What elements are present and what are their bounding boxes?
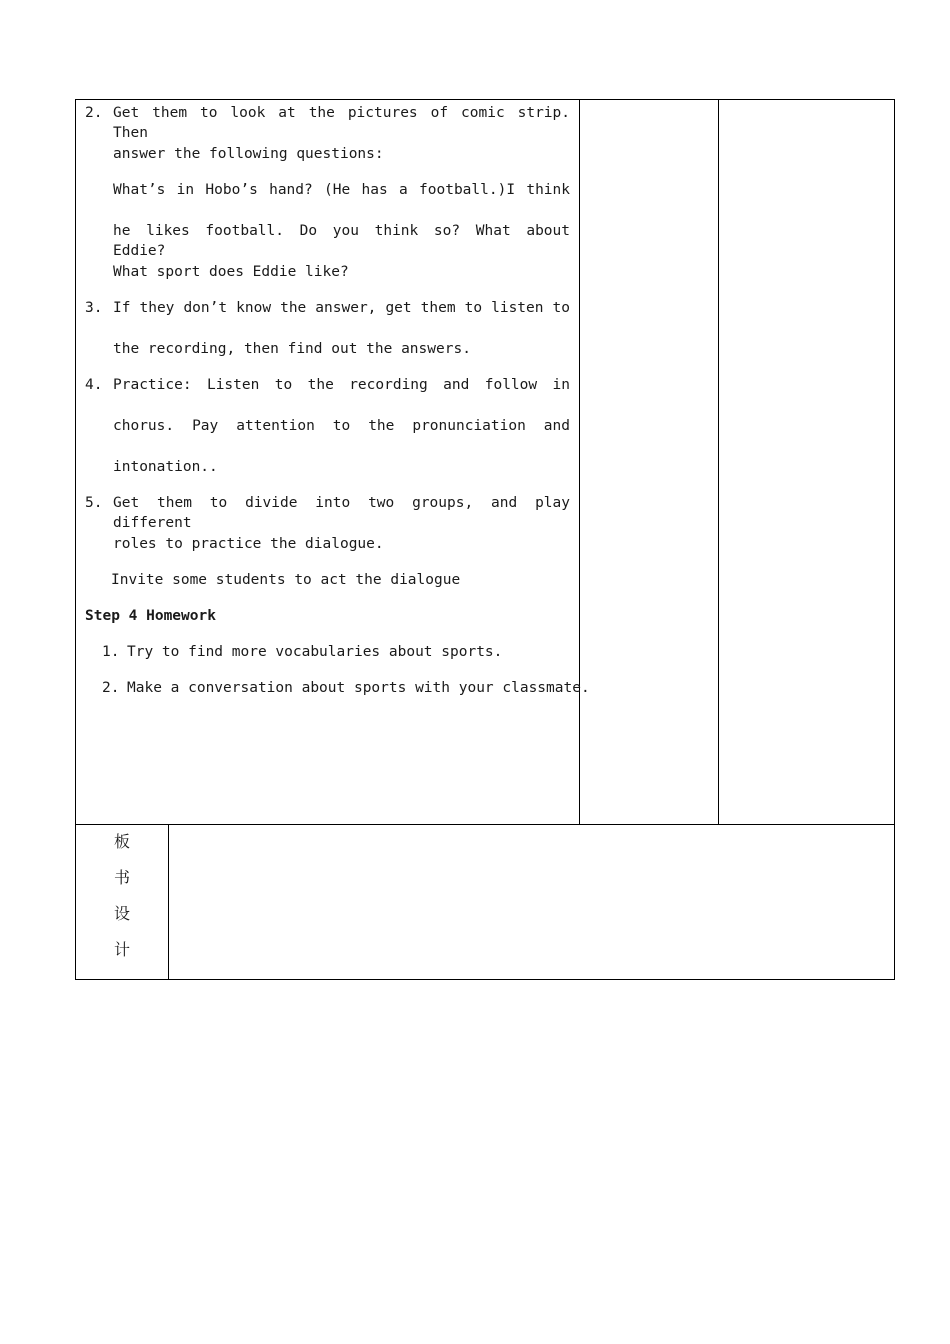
homework-item: Make a conversation about sports with your classmate. (127, 680, 590, 696)
board-design-label-char: 板 (113, 832, 130, 851)
item-text-line: What’s in Hobo’s hand? (He has a football.)I think (113, 182, 570, 198)
step4-heading: Step 4 Homework (85, 608, 216, 624)
board-design-divider (168, 825, 169, 979)
invite-line: Invite some students to act the dialogue (111, 572, 461, 588)
item-text-line: chorus. Pay attention to the pronunciation and (113, 418, 570, 434)
item-text-line: intonation.. (113, 459, 218, 475)
item-number: 3. (85, 300, 103, 316)
item-text-line: roles to practice the dialogue. (113, 536, 384, 552)
board-design-label-char: 计 (113, 940, 130, 959)
item-number: 4. (85, 377, 103, 393)
teaching-procedure-cell (76, 100, 590, 824)
item-text-line: What sport does Eddie like? (113, 264, 349, 280)
board-design-label-char: 设 (113, 904, 130, 923)
board-design-table (75, 824, 895, 980)
homework-number: 1. (102, 644, 120, 660)
board-design-label-char: 书 (113, 868, 130, 887)
homework-item: Try to find more vocabularies about sports. (127, 644, 503, 660)
item-number: 5. (85, 495, 103, 511)
item-text-line: he likes football. Do you think so? What about Eddie? (113, 223, 570, 259)
lesson-procedure-table (75, 99, 895, 825)
homework-number: 2. (102, 680, 120, 696)
column-divider-1 (579, 100, 580, 824)
column-divider-2 (718, 100, 719, 824)
item-text-line: answer the following questions: (113, 146, 384, 162)
item-text-line: Get them to look at the pictures of comic strip. Then (113, 105, 570, 141)
item-text-line: the recording, then find out the answers. (113, 341, 471, 357)
item-number: 2. (85, 105, 103, 121)
item-text-line: Practice: Listen to the recording and follow in (113, 377, 570, 393)
item-text-line: If they don’t know the answer, get them to listen to (113, 300, 570, 316)
item-text-line: Get them to divide into two groups, and play different (113, 495, 570, 531)
